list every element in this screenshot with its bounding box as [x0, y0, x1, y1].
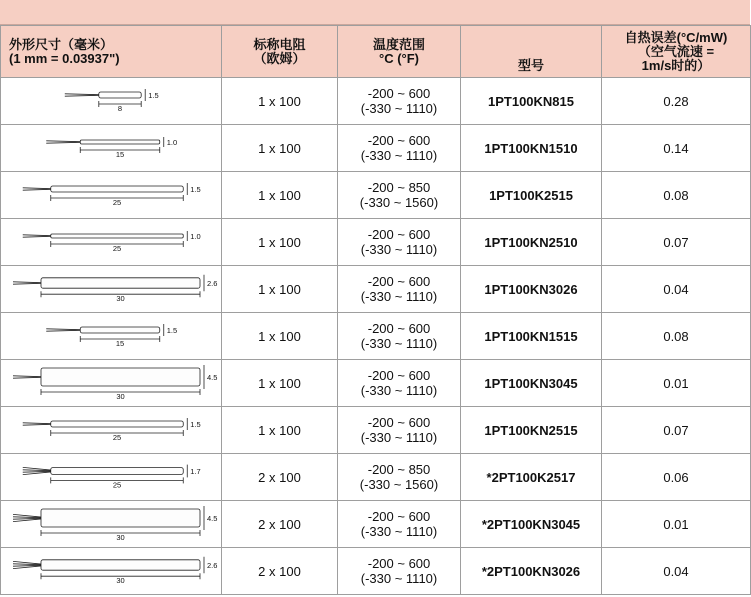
probe-drawing: [11, 361, 218, 405]
resistance-cell: 1 x 100: [222, 407, 338, 454]
length-label: 25: [112, 433, 122, 442]
table-row: [1, 266, 751, 313]
resistance-cell: 1 x 100: [222, 360, 338, 407]
probe-body: [80, 140, 160, 144]
probe-drawing-cell: [1, 172, 222, 219]
self-heating-cell: 0.04: [602, 266, 751, 313]
model-cell: 1PT100KN3045: [461, 360, 602, 407]
model-cell: 1PT100KN815: [461, 78, 602, 125]
probe-drawing: [11, 173, 211, 217]
length-label: 25: [112, 480, 122, 490]
diameter-label: 1.5: [190, 185, 201, 194]
probe-drawing: [11, 267, 218, 311]
probe-drawing-cell: [1, 125, 222, 172]
diameter-label: 4.5: [207, 514, 218, 523]
lead-wire: [23, 188, 51, 189]
lead-wire: [13, 283, 41, 284]
temp-fahrenheit: (-330 ~ 1110): [360, 101, 438, 116]
probe-drawing-cell: [1, 219, 222, 266]
resistance-cell: 2 x 100: [222, 548, 338, 595]
probe-shape: [13, 506, 204, 536]
probe-drawing-cell: [1, 454, 222, 501]
temperature-cell: [338, 407, 461, 454]
model-cell: *2PT100K2517: [461, 454, 602, 501]
header-resistance: 标称电阻 （欧姆）: [222, 26, 338, 78]
probe-body: [41, 509, 200, 527]
diameter-label: 4.5: [207, 373, 218, 382]
temp-fahrenheit: (-330 ~ 1110): [360, 383, 438, 398]
probe-shape: [46, 324, 164, 342]
probe-drawing-cell: [1, 407, 222, 454]
length-label: 25: [112, 198, 122, 207]
temp-fahrenheit: (-330 ~ 1110): [360, 289, 438, 304]
resistance-cell: 1 x 100: [222, 266, 338, 313]
probe-drawing: [11, 549, 218, 593]
temp-celsius: -200 ~ 600: [367, 227, 431, 242]
temperature-cell: [338, 501, 461, 548]
header-self-heating: 自热误差(°C/mW) （空气流速 = 1m/s时的）: [602, 26, 751, 78]
temp-fahrenheit: (-330 ~ 1110): [360, 148, 438, 163]
probe-drawing: [11, 502, 218, 546]
temp-celsius: -200 ~ 600: [367, 274, 431, 289]
lead-wire: [46, 329, 80, 330]
probe-body: [51, 186, 184, 192]
length-label: 15: [115, 150, 125, 159]
resistance-cell: 1 x 100: [222, 219, 338, 266]
lead-wire: [23, 236, 51, 237]
temp-celsius: -200 ~ 850: [367, 180, 431, 195]
length-label: 15: [115, 339, 125, 348]
lead-wire: [23, 423, 51, 424]
diameter-label: 1.0: [166, 138, 178, 147]
resistance-cell: 1 x 100: [222, 313, 338, 360]
resistance-cell: 1 x 100: [222, 172, 338, 219]
probe-body: [41, 278, 200, 288]
self-heating-cell: 0.06: [602, 454, 751, 501]
header-dimensions: 外形尺寸（毫米） (1 mm = 0.03937"): [1, 26, 222, 78]
length-label: 25: [112, 244, 122, 253]
temperature-cell: [338, 548, 461, 595]
lead-wire: [65, 94, 99, 95]
self-heating-cell: 0.08: [602, 313, 751, 360]
table-row: [1, 125, 751, 172]
lead-wire: [23, 189, 51, 190]
probe-drawing: [11, 408, 211, 452]
temp-celsius: -200 ~ 850: [367, 462, 431, 477]
model-cell: 1PT100KN2515: [461, 407, 602, 454]
temp-fahrenheit: (-330 ~ 1110): [360, 524, 438, 539]
probe-shape: [13, 557, 204, 579]
length-label: 30: [116, 392, 125, 401]
table-row: [1, 454, 751, 501]
probe-body: [51, 421, 184, 427]
temp-celsius: -200 ~ 600: [367, 321, 431, 336]
probe-shape: [23, 465, 188, 484]
temp-celsius: -200 ~ 600: [367, 368, 431, 383]
probe-drawing-cell: [1, 501, 222, 548]
temp-fahrenheit: (-330 ~ 1110): [360, 336, 438, 351]
table-row: [1, 548, 751, 595]
lead-wire: [65, 95, 99, 96]
temperature-cell: [338, 454, 461, 501]
temperature-cell: [338, 125, 461, 172]
diameter-label: 1.5: [166, 326, 178, 335]
diameter-label: 1.5: [148, 91, 159, 100]
temperature-cell: [338, 219, 461, 266]
probe-drawing: [11, 220, 211, 264]
length-label: 30: [116, 576, 125, 586]
probe-shape: [23, 418, 188, 436]
model-cell: 1PT100KN1515: [461, 313, 602, 360]
temp-fahrenheit: (-330 ~ 1110): [360, 571, 438, 586]
temp-fahrenheit: (-330 ~ 1110): [360, 430, 438, 445]
self-heating-cell: 0.04: [602, 548, 751, 595]
table-row: [1, 407, 751, 454]
top-band: [0, 0, 750, 25]
probe-drawing: [11, 79, 211, 123]
temp-fahrenheit: (-330 ~ 1560): [359, 195, 439, 210]
resistance-cell: 2 x 100: [222, 454, 338, 501]
spec-table: [0, 25, 751, 595]
self-heating-cell: 0.07: [602, 219, 751, 266]
lead-wire: [23, 424, 51, 425]
self-heating-cell: 0.14: [602, 125, 751, 172]
self-heating-cell: 0.08: [602, 172, 751, 219]
table-row: [1, 78, 751, 125]
probe-shape: [13, 365, 204, 395]
lead-wire: [23, 235, 51, 236]
probe-body: [99, 92, 141, 98]
header-model: 型号: [461, 26, 602, 78]
probe-drawing-cell: [1, 313, 222, 360]
table-row: [1, 219, 751, 266]
probe-shape: [65, 89, 145, 107]
probe-drawing: [11, 314, 211, 358]
resistance-cell: 1 x 100: [222, 78, 338, 125]
probe-body: [41, 368, 200, 386]
temp-celsius: -200 ~ 600: [367, 556, 431, 571]
probe-drawing-cell: [1, 548, 222, 595]
length-label: 30: [116, 533, 125, 542]
table-row: [1, 360, 751, 407]
temp-fahrenheit: (-330 ~ 1110): [360, 242, 438, 257]
lead-wire: [46, 142, 80, 143]
temp-celsius: -200 ~ 600: [367, 509, 431, 524]
probe-body: [41, 560, 200, 570]
temp-fahrenheit: (-330 ~ 1560): [359, 477, 439, 492]
temperature-cell: [338, 313, 461, 360]
model-cell: *2PT100KN3045: [461, 501, 602, 548]
header-row: [1, 26, 751, 78]
probe-shape: [46, 137, 164, 153]
diameter-label: 2.6: [207, 561, 218, 570]
self-heating-cell: 0.01: [602, 360, 751, 407]
model-cell: 1PT100KN3026: [461, 266, 602, 313]
length-label: 8: [117, 104, 123, 113]
self-heating-cell: 0.07: [602, 407, 751, 454]
probe-body: [51, 234, 184, 238]
temp-celsius: -200 ~ 600: [367, 415, 431, 430]
table-row: [1, 172, 751, 219]
probe-shape: [23, 183, 188, 201]
probe-shape: [23, 231, 188, 247]
lead-wire: [13, 282, 41, 283]
model-cell: 1PT100K2515: [461, 172, 602, 219]
diameter-label: 2.6: [207, 279, 218, 288]
self-heating-cell: 0.01: [602, 501, 751, 548]
probe-body: [51, 468, 184, 475]
lead-wire: [13, 377, 41, 378]
self-heating-cell: 0.28: [602, 78, 751, 125]
temperature-cell: [338, 172, 461, 219]
diameter-label: 1.5: [190, 420, 201, 429]
diameter-label: 1.0: [190, 232, 201, 241]
probe-drawing: [11, 455, 211, 499]
probe-drawing: [11, 126, 211, 170]
lead-wire: [46, 141, 80, 142]
lead-wire: [46, 330, 80, 331]
length-label: 30: [116, 294, 125, 304]
table-row: [1, 501, 751, 548]
temp-celsius: -200 ~ 600: [367, 86, 431, 101]
resistance-cell: 2 x 100: [222, 501, 338, 548]
probe-shape: [13, 275, 204, 297]
model-cell: 1PT100KN2510: [461, 219, 602, 266]
probe-body: [80, 327, 160, 333]
table-row: [1, 313, 751, 360]
temperature-cell: [338, 78, 461, 125]
resistance-cell: 1 x 100: [222, 125, 338, 172]
temp-celsius: -200 ~ 600: [367, 133, 431, 148]
header-temperature: 温度范围 °C (°F): [338, 26, 461, 78]
probe-drawing-cell: [1, 266, 222, 313]
model-cell: 1PT100KN1510: [461, 125, 602, 172]
diameter-label: 1.7: [190, 467, 201, 476]
lead-wire: [13, 376, 41, 377]
probe-drawing-cell: [1, 360, 222, 407]
probe-drawing-cell: [1, 78, 222, 125]
model-cell: *2PT100KN3026: [461, 548, 602, 595]
temperature-cell: [338, 360, 461, 407]
temperature-cell: [338, 266, 461, 313]
